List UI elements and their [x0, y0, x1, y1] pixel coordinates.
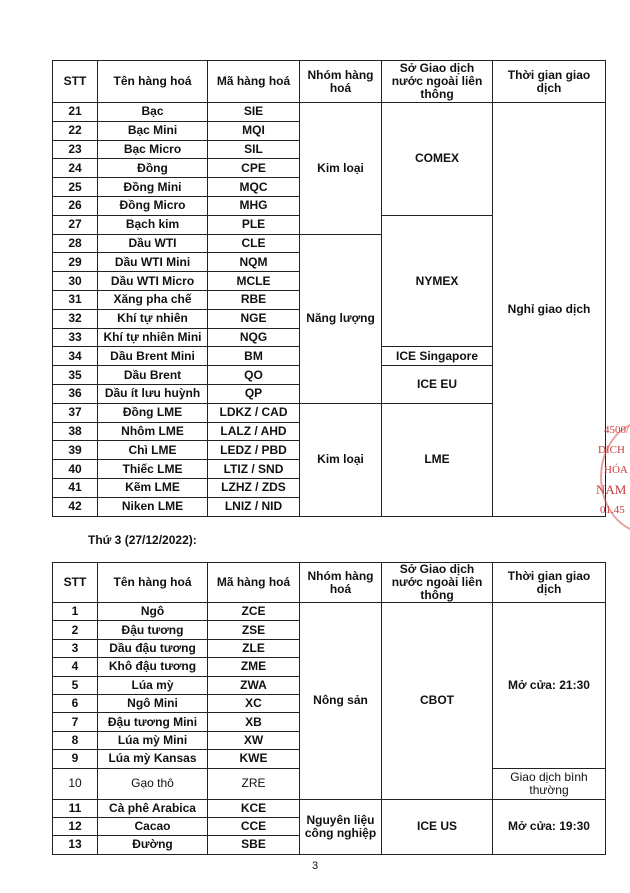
table-header-row — [53, 563, 606, 603]
cell-stt: 11 — [53, 799, 98, 817]
cell-stt: 25 — [53, 178, 98, 197]
cell-stt: 24 — [53, 159, 98, 178]
cell-code: CCE — [208, 817, 300, 835]
cell-stt: 41 — [53, 478, 98, 497]
cell-name: Đậu tương — [98, 621, 208, 639]
cell-stt: 13 — [53, 836, 98, 854]
cell-code: KCE — [208, 799, 300, 817]
stamp-text: 4500/ — [604, 424, 630, 436]
cell-time: Giao dịch bình thường — [493, 768, 606, 799]
header-group: Nhóm hàng hoá — [300, 563, 382, 603]
cell-exchange: ICE EU — [382, 366, 493, 404]
cell-code: XB — [208, 713, 300, 731]
cell-stt: 30 — [53, 272, 98, 291]
cell-code: NGE — [208, 309, 300, 328]
cell-code: QP — [208, 384, 300, 403]
stamp-text: NAM — [596, 482, 627, 497]
cell-code: ZWA — [208, 676, 300, 694]
cell-name: Xăng pha chế — [98, 290, 208, 309]
cell-code: NQG — [208, 328, 300, 347]
header-code: Mã hàng hoá — [208, 563, 300, 603]
cell-code: MCLE — [208, 272, 300, 291]
cell-name: Cacao — [98, 817, 208, 835]
cell-code: ZRE — [208, 768, 300, 799]
cell-code: CPE — [208, 159, 300, 178]
cell-code: LEDZ / PBD — [208, 441, 300, 460]
commodity-table-1 — [52, 60, 606, 517]
cell-stt: 1 — [53, 603, 98, 621]
cell-code: KWE — [208, 750, 300, 768]
cell-group: Năng lượng — [300, 234, 382, 403]
cell-stt: 12 — [53, 817, 98, 835]
cell-name: Dầu WTI — [98, 234, 208, 253]
header-exchange: Sở Giao dịch nước ngoài liên thông — [382, 61, 493, 103]
cell-name: Khí tự nhiên — [98, 309, 208, 328]
cell-name: Dầu WTI Micro — [98, 272, 208, 291]
cell-name: Dầu WTI Mini — [98, 253, 208, 272]
cell-name: Khí tự nhiên Mini — [98, 328, 208, 347]
cell-stt: 37 — [53, 403, 98, 422]
stamp-text: 01.45 — [600, 504, 625, 516]
cell-stt: 31 — [53, 290, 98, 309]
cell-stt: 28 — [53, 234, 98, 253]
cell-code: XC — [208, 694, 300, 712]
cell-name: Đậu tương Mini — [98, 713, 208, 731]
cell-stt: 10 — [53, 768, 98, 799]
stamp-text: DICH — [598, 444, 625, 456]
cell-name: Chì LME — [98, 441, 208, 460]
header-stt: STT — [53, 61, 98, 103]
cell-name: Dầu đậu tương — [98, 639, 208, 657]
cell-name: Lúa mỳ Kansas — [98, 750, 208, 768]
cell-code: LDKZ / CAD — [208, 403, 300, 422]
cell-stt: 34 — [53, 347, 98, 366]
cell-stt: 4 — [53, 658, 98, 676]
cell-code: LALZ / AHD — [208, 422, 300, 441]
cell-stt: 3 — [53, 639, 98, 657]
cell-name: Niken LME — [98, 497, 208, 516]
cell-code: LNIZ / NID — [208, 497, 300, 516]
commodity-table-2 — [52, 562, 606, 855]
cell-stt: 9 — [53, 750, 98, 768]
cell-stt: 7 — [53, 713, 98, 731]
cell-group: Kim loại — [300, 403, 382, 516]
table-row — [53, 799, 606, 817]
stamp-fragment — [590, 420, 630, 530]
cell-name: Khô đậu tương — [98, 658, 208, 676]
cell-stt: 21 — [53, 103, 98, 122]
cell-group: Nông sản — [300, 603, 382, 800]
header-time: Thời gian giao dịch — [493, 61, 606, 103]
cell-stt: 38 — [53, 422, 98, 441]
table-header-row — [53, 61, 606, 103]
cell-code: CLE — [208, 234, 300, 253]
cell-code: SIL — [208, 140, 300, 159]
cell-name: Lúa mỳ — [98, 676, 208, 694]
cell-name: Bạc Mini — [98, 121, 208, 140]
cell-time: Mở cửa: 21:30 — [493, 603, 606, 769]
header-group: Nhóm hàng hoá — [300, 61, 382, 103]
cell-stt: 5 — [53, 676, 98, 694]
cell-code: PLE — [208, 215, 300, 234]
cell-name: Lúa mỳ Mini — [98, 731, 208, 749]
cell-name: Ngô Mini — [98, 694, 208, 712]
page-number: 3 — [311, 860, 319, 872]
header-time: Thời gian giao dịch — [493, 563, 606, 603]
cell-exchange: ICE Singapore — [382, 347, 493, 366]
cell-group: Kim loại — [300, 103, 382, 235]
cell-group: Nguyên liệu công nghiệp — [300, 799, 382, 854]
cell-code: XW — [208, 731, 300, 749]
cell-code: MQC — [208, 178, 300, 197]
cell-code: ZCE — [208, 603, 300, 621]
cell-name: Ngô — [98, 603, 208, 621]
cell-exchange: ICE US — [382, 799, 493, 854]
header-code: Mã hàng hoá — [208, 61, 300, 103]
section-title: Thứ 3 (27/12/2022): — [88, 533, 197, 547]
cell-stt: 42 — [53, 497, 98, 516]
cell-name: Đồng Mini — [98, 178, 208, 197]
cell-stt: 39 — [53, 441, 98, 460]
header-name: Tên hàng hoá — [98, 563, 208, 603]
cell-stt: 35 — [53, 366, 98, 385]
cell-code: NQM — [208, 253, 300, 272]
cell-exchange: NYMEX — [382, 215, 493, 347]
header-stt: STT — [53, 563, 98, 603]
cell-name: Đồng Micro — [98, 196, 208, 215]
cell-name: Bạc Micro — [98, 140, 208, 159]
cell-exchange: LME — [382, 403, 493, 516]
cell-stt: 26 — [53, 196, 98, 215]
cell-stt: 8 — [53, 731, 98, 749]
cell-name: Đường — [98, 836, 208, 854]
cell-stt: 36 — [53, 384, 98, 403]
cell-name: Gạo thô — [98, 768, 208, 799]
cell-name: Thiếc LME — [98, 460, 208, 479]
cell-stt: 23 — [53, 140, 98, 159]
cell-code: ZME — [208, 658, 300, 676]
cell-code: MQI — [208, 121, 300, 140]
cell-stt: 6 — [53, 694, 98, 712]
cell-name: Bạch kim — [98, 215, 208, 234]
cell-name: Dầu Brent Mini — [98, 347, 208, 366]
cell-exchange: COMEX — [382, 103, 493, 216]
header-name: Tên hàng hoá — [98, 61, 208, 103]
cell-name: Bạc — [98, 103, 208, 122]
cell-name: Đồng LME — [98, 403, 208, 422]
table-row — [53, 603, 606, 621]
cell-name: Đồng — [98, 159, 208, 178]
cell-code: RBE — [208, 290, 300, 309]
cell-code: BM — [208, 347, 300, 366]
cell-name: Dầu ít lưu huỳnh — [98, 384, 208, 403]
cell-code: LZHZ / ZDS — [208, 478, 300, 497]
cell-stt: 40 — [53, 460, 98, 479]
cell-stt: 22 — [53, 121, 98, 140]
cell-name: Kẽm LME — [98, 478, 208, 497]
cell-stt: 33 — [53, 328, 98, 347]
cell-code: LTIZ / SND — [208, 460, 300, 479]
stamp-text: HÓA — [604, 464, 628, 476]
cell-name: Dầu Brent — [98, 366, 208, 385]
cell-stt: 32 — [53, 309, 98, 328]
cell-code: QO — [208, 366, 300, 385]
cell-name: Nhôm LME — [98, 422, 208, 441]
cell-stt: 2 — [53, 621, 98, 639]
cell-code: ZSE — [208, 621, 300, 639]
header-exchange: Sở Giao dịch nước ngoài liên thông — [382, 563, 493, 603]
cell-time: Nghỉ giao dịch — [493, 103, 606, 517]
cell-stt: 29 — [53, 253, 98, 272]
cell-code: SBE — [208, 836, 300, 854]
cell-time: Mở cửa: 19:30 — [493, 799, 606, 854]
cell-code: ZLE — [208, 639, 300, 657]
table-row — [53, 103, 606, 122]
cell-name: Cà phê Arabica — [98, 799, 208, 817]
cell-code: MHG — [208, 196, 300, 215]
cell-code: SIE — [208, 103, 300, 122]
cell-exchange: CBOT — [382, 603, 493, 800]
cell-stt: 27 — [53, 215, 98, 234]
